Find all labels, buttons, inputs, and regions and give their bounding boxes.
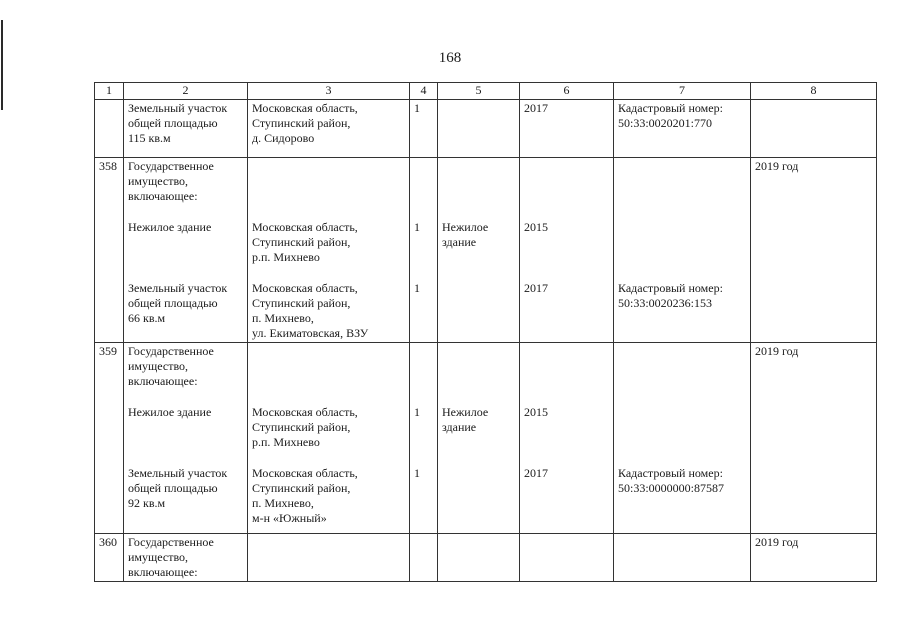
item-note-cell [614, 534, 751, 582]
item-quantity: 1 [414, 405, 420, 419]
item-note: Кадастровый номер: 50:33:0020201:770 [618, 101, 723, 130]
item-name-cell [124, 158, 248, 343]
item-note [618, 159, 746, 204]
item-gap [524, 450, 609, 466]
item-gap [414, 389, 433, 405]
item-address: Московская область, Ступинский район, п. Михнево, м-н «Южный» [252, 466, 358, 525]
item-gap [414, 265, 433, 281]
item-year: 2017 [524, 101, 548, 115]
item-name: Земельный участок общей площадью 115 кв.м [128, 101, 228, 145]
item-type-cell [438, 158, 520, 343]
item-note-cell [614, 343, 751, 534]
item-type [442, 101, 515, 146]
item-year [524, 344, 609, 389]
item-address-cell [248, 100, 410, 158]
item-type [442, 466, 515, 526]
item-note: Кадастровый номер: 50:33:0020236:153 [618, 281, 723, 310]
item-name: Земельный участок общей площадью 92 кв.м [128, 466, 228, 510]
item-type-cell [438, 100, 520, 158]
column-header: 5 [438, 83, 520, 100]
item-name: Земельный участок общей площадью 66 кв.м [128, 281, 228, 325]
registry-row [95, 158, 877, 343]
item-gap [442, 450, 515, 466]
item-quantity: 1 [414, 101, 420, 115]
row-number: 360 [95, 534, 124, 582]
item-year: 2017 [524, 466, 548, 480]
item-quantity [414, 535, 433, 580]
column-number-row [95, 83, 877, 100]
item-gap [524, 265, 609, 281]
item-year: 2017 [524, 281, 548, 295]
item-name: Государственное имущество, включающее: [128, 535, 214, 579]
item-gap [128, 204, 243, 220]
item-quantity-cell [410, 100, 438, 158]
item-quantity [414, 159, 433, 204]
item-quantity: 1 [414, 220, 420, 234]
item-address [252, 344, 405, 389]
item-gap [442, 265, 515, 281]
item-year-cell [520, 100, 614, 158]
item-quantity: 1 [414, 281, 420, 295]
item-year-cell [520, 343, 614, 534]
item-address: Московская область, Ступинский район, п. Михнево, ул. Екиматовская, ВЗУ [252, 281, 369, 340]
column-header: 1 [95, 83, 124, 100]
item-year-cell [520, 534, 614, 582]
item-note [618, 535, 746, 580]
registry-row [95, 534, 877, 582]
registry-row [95, 343, 877, 534]
item-gap [128, 265, 243, 281]
item-type [442, 159, 515, 204]
column-header: 7 [614, 83, 751, 100]
item-address-cell [248, 158, 410, 343]
item-gap [414, 450, 433, 466]
item-address: Московская область, Ступинский район, д. Сидорово [252, 101, 358, 145]
item-note [618, 220, 746, 265]
item-year-cell [520, 158, 614, 343]
item-type [442, 535, 515, 580]
column-header: 3 [248, 83, 410, 100]
item-address: Московская область, Ступинский район, р.п. Михнево [252, 220, 358, 264]
item-gap [414, 204, 433, 220]
planned-year [751, 100, 877, 158]
column-header: 2 [124, 83, 248, 100]
item-type: Нежилое здание [442, 220, 489, 249]
item-gap [442, 204, 515, 220]
item-address-cell [248, 343, 410, 534]
page-number: 168 [438, 50, 462, 66]
item-note [618, 405, 746, 450]
item-gap [618, 265, 746, 281]
item-note: Кадастровый номер: 50:33:0000000:87587 [618, 466, 725, 495]
item-note [618, 344, 746, 389]
item-gap [442, 389, 515, 405]
item-year [524, 535, 609, 580]
item-quantity: 1 [414, 466, 420, 480]
item-quantity-cell [410, 534, 438, 582]
planned-year: 2019 год [751, 343, 877, 534]
item-name-cell [124, 343, 248, 534]
item-name-cell [124, 534, 248, 582]
item-quantity [414, 344, 433, 389]
item-gap [618, 204, 746, 220]
item-name: Государственное имущество, включающее: [128, 344, 214, 388]
registry-row [95, 100, 877, 158]
item-name-cell [124, 100, 248, 158]
item-gap [128, 450, 243, 466]
registry-body [95, 100, 877, 582]
item-gap [252, 204, 405, 220]
column-header: 6 [520, 83, 614, 100]
planned-year: 2019 год [751, 158, 877, 343]
item-year [524, 159, 609, 204]
item-note-cell [614, 158, 751, 343]
item-gap [128, 389, 243, 405]
item-type [442, 281, 515, 341]
row-number [95, 100, 124, 158]
item-gap [524, 389, 609, 405]
item-gap [252, 389, 405, 405]
row-number: 359 [95, 343, 124, 534]
row-number: 358 [95, 158, 124, 343]
planned-year: 2019 год [751, 534, 877, 582]
item-quantity-cell [410, 158, 438, 343]
item-address: Московская область, Ступинский район, р.п. Михнево [252, 405, 358, 449]
item-name: Нежилое здание [128, 220, 212, 234]
item-type-cell [438, 534, 520, 582]
item-type [442, 344, 515, 389]
item-address [252, 535, 405, 580]
item-name: Государственное имущество, включающее: [128, 159, 214, 203]
registry-table [94, 82, 877, 582]
item-gap [252, 450, 405, 466]
item-type-cell [438, 343, 520, 534]
item-gap [618, 389, 746, 405]
item-address [252, 159, 405, 204]
item-name: Нежилое здание [128, 405, 212, 419]
item-gap [524, 204, 609, 220]
item-type: Нежилое здание [442, 405, 489, 434]
column-header: 4 [410, 83, 438, 100]
item-quantity-cell [410, 343, 438, 534]
item-year: 2015 [524, 220, 548, 234]
item-note-cell [614, 100, 751, 158]
item-address-cell [248, 534, 410, 582]
item-gap [618, 450, 746, 466]
item-gap [252, 265, 405, 281]
column-header: 8 [751, 83, 877, 100]
item-year: 2015 [524, 405, 548, 419]
